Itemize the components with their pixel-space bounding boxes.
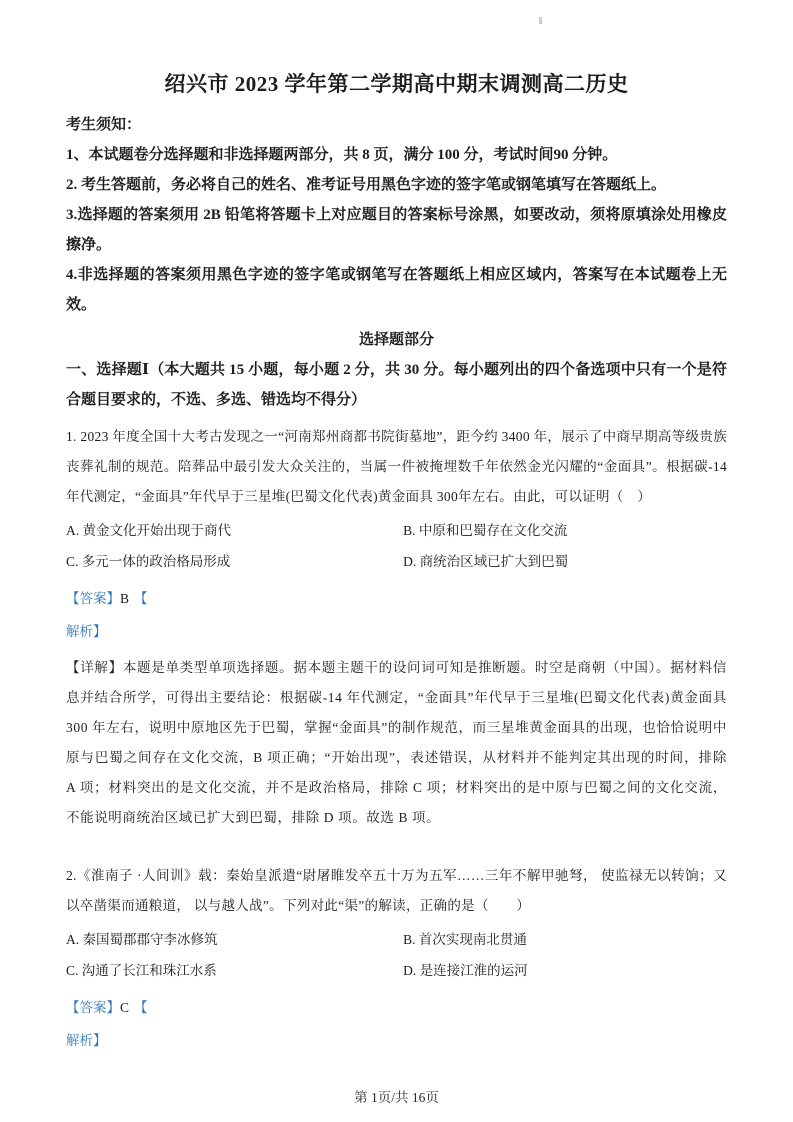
page-title: 绍兴市 2023 学年第二学期高中期末调测高二历史 bbox=[164, 72, 629, 96]
answer-label: 【答案】 bbox=[66, 1000, 120, 1015]
question-2-option-b: B. 首次实现南北贯通 bbox=[403, 932, 527, 947]
question-2-option-d: D. 是连接江淮的运河 bbox=[403, 963, 528, 978]
question-2-options bbox=[66, 924, 727, 986]
page-number-indicator: 第 1页/共 16页 bbox=[354, 1090, 439, 1105]
question-2-analysis-label: 解析】 bbox=[66, 1033, 107, 1048]
question-1-options bbox=[66, 515, 727, 577]
question-2-option-a: A. 秦国蜀郡郡守李冰修筑 bbox=[66, 932, 218, 947]
question-1-option-b: B. 中原和巴蜀存在文化交流 bbox=[403, 523, 568, 538]
question-1-answer-line bbox=[66, 582, 727, 615]
answer-value: C bbox=[120, 1000, 130, 1015]
question-1-analysis-label: 解析】 bbox=[66, 624, 107, 639]
candidate-notices bbox=[66, 110, 727, 320]
question-2-answer-block bbox=[66, 991, 727, 1057]
answer-label: 【答案】 bbox=[66, 591, 120, 606]
question-2-answer-line bbox=[66, 991, 727, 1024]
question-2 bbox=[66, 861, 727, 1057]
question-1-option-c: C. 多元一体的政治格局形成 bbox=[66, 554, 231, 569]
answer-value: B bbox=[120, 591, 130, 606]
answer-trailing-bracket: 【 bbox=[134, 591, 148, 606]
notice-item-4: 4.非选择题的答案须用黑色字迹的签字笔或钢笔写在答题纸上相应区域内，答案写在本试题卷上无效。 bbox=[66, 267, 727, 313]
answer-trailing-bracket: 【 bbox=[134, 1000, 148, 1015]
scan-speck-artifact bbox=[539, 17, 542, 24]
section-part-title: 选择题部分 bbox=[358, 332, 434, 348]
notice-item-2: 2. 考生答题前，务必将自己的姓名、准考证号用黑色字迹的签字笔或钢笔填写在答题纸上。 bbox=[66, 177, 667, 193]
notices-header: 考生须知： bbox=[66, 117, 142, 133]
question-1-explanation: 【详解】本题是单类型单项选择题。据本题主题干的设问词可知是推断题。时空是商朝（中国）。据材料信息并结合所学，可得出主要结论：根据碳-14 年代测定，“金面具”年代早于三星堆(巴蜀文化代表)黄金面具 300 年左右，说明中原地区先于巴蜀，掌握“金面具”的制作规范，而三星堆黄金面具的出现，也恰恰说明中原与巴蜀之间存在文化交流，B 项正确；“开始出现”，表述错误，从材料并不能判定其出现的时间，排除 A 项；材料突出的是文化交流，并不是政治格局，排除 C 项；材料突出的是中原与巴蜀之间的文化交流，不能说明商统治区域已扩大到巴蜀，排除 D 项。故选 B 项。 bbox=[66, 660, 727, 825]
question-2-stem: 2.《淮南子 ·人间训》载：秦始皇派遣“尉屠睢发卒五十万为五军……三年不解甲驰弩， 使监禄无以转饷；又以卒凿渠而通粮道， 以与越人战”。下列对此“渠”的解读，正确的是（ ） bbox=[66, 868, 727, 913]
notice-item-1: 1、本试题卷分选择题和非选择题两部分，共 8 页，满分 100 分，考试时间90 分钟。 bbox=[66, 147, 618, 163]
notice-item-3: 3.选择题的答案须用 2B 铅笔将答题卡上对应题目的答案标号涂黑，如要改动，须将原填涂处用橡皮擦净。 bbox=[66, 207, 727, 253]
question-1-stem: 1. 2023 年度全国十大考古发现之一“河南郑州商都书院街墓地”，距今约 3400 年，展示了中商早期高等级贵族丧葬礼制的规范。陪葬品中最引发大众关注的，当属一件被掩埋数千年依然金光闪耀的“金面具”。根据碳-14年代测定，“金面具”年代早于三星堆(巴蜀文化代表)黄金面具 300年左右。由此，可以证明（ ） bbox=[66, 429, 727, 504]
question-1-option-a: A. 黄金文化开始出现于商代 bbox=[66, 523, 231, 538]
section-intro: 一、选择题Ⅰ（本大题共 15 小题，每小题 2 分，共 30 分。每小题列出的四个备选项中只有一个是符合题目要求的，不选、多选、错选均不得分） bbox=[66, 362, 727, 408]
question-1-option-d: D. 商统治区域已扩大到巴蜀 bbox=[403, 554, 569, 569]
question-2-option-c: C. 沟通了长江和珠江水系 bbox=[66, 963, 217, 978]
question-1-answer-block bbox=[66, 582, 727, 648]
question-1 bbox=[66, 422, 727, 833]
